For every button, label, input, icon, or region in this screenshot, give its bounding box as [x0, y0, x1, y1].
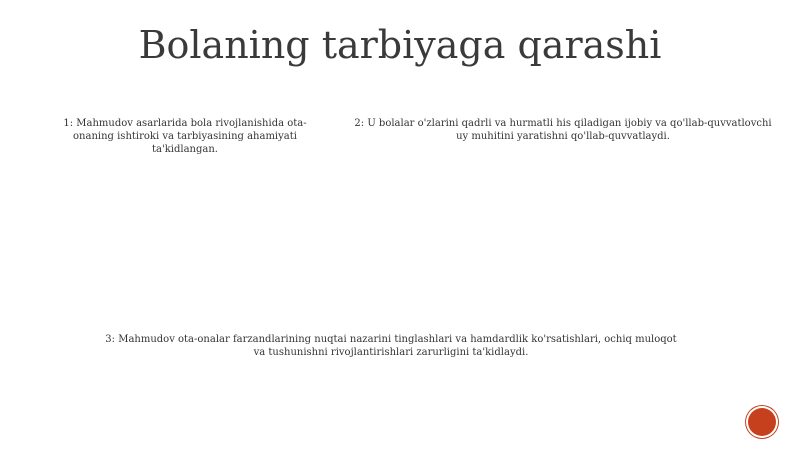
point-2-text: 2: U bolalar o'zlarini qadrli va hurmatli his qiladigan ijobiy va qo'llab-quvvatlovchi uy muhitini yaratishni qo'llab-quvvatlaydi.: [354, 118, 772, 142]
point-3-text: 3: Mahmudov ota-onalar farzandlarining nuqtai nazarini tinglashlari va hamdardlik ko'rsatishlari, ochiq muloqot va tushunishni rivojlantirishlari zarurligini ta'kidlaydi.: [105, 334, 677, 358]
slide-title: Bolaning tarbiyaga qarashi: [138, 23, 662, 67]
circle-button-icon[interactable]: [748, 408, 776, 436]
point-1-text: 1: Mahmudov asarlarida bola rivojlanishida ota-onaning ishtiroki va tarbiyasining ahamiyati ta'kidlangan.: [63, 118, 307, 155]
